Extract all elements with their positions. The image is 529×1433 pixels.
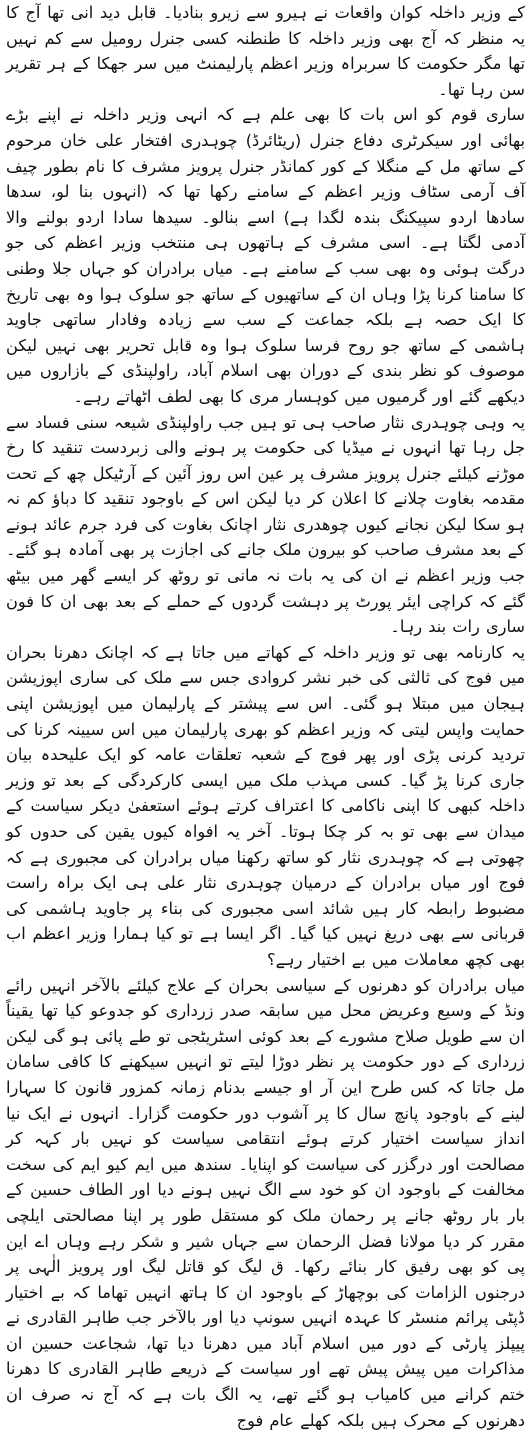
article-paragraph: ساری قوم کو اس بات کا بھی علم ہے کہ انہی وزیر داخلہ نے اپنے بڑے بھائی اور سیکرٹری دفاع جنرل (ریٹائرڈ) چوہدری افتخار علی خان مرحوم کے ساتھ مل کے منگلا کے کور کمانڈر جنرل پرویز مشرف کا نام بطور چیف آف آرمی سٹاف وزیر اعظم کے سامنے رکھا تھا کہ (انہوں بنا لو، سدھا سادھا اردو سپیکنگ بندہ لگدا ہے) اسے بنالو۔ سیدھا سادا اردو بولنے والا آدمی لگتا ہے۔ اسی مشرف کے ہاتھوں ہی منتخب وزیر اعظم کی جو درگت ہوئی وہ بھی سب کے سامنے ہے۔ میاں برادران کو جہاں جلا وطنی کا سامنا کرنا پڑا وہاں ان کے ساتھیوں کے ساتھ جو سلوک ہوا وہ بھی تاریخ کا ایک حصہ ہے بلکہ جماعت کے سب سے زیادہ وفادار ساتھی جاوید ہاشمی کے ساتھ جو روح فرسا سلوک ہوا وہ قابل تحریر بھی نہیں لیکن موصوف کو نظر بندی کے دوران بھی اسلام آباد، راولپنڈی کے بازاروں میں دیکھے گئے اور گرمیوں میں کوہسار مری کا بھی لطف اٹھاتے رہے۔ — [6, 105, 525, 406]
article-paragraph: یہ کارنامہ بھی تو وزیر داخلہ کے کھاتے میں جاتا ہے کہ اچانک دھرنا بحران میں فوج کی ثالثی کی خبر نشر کروادی جس سے ملک کی ساری اپوزیشن ہیجان میں مبتلا ہو گئی۔ اس سے پیشتر کے پارلیمان میں اپوزیشن اپنی حمایت واپس لیتی کہ وزیر اعظم کو بھری پارلیمان میں اس سیینہ کرنا کی تردید کرنی پڑی اور پھر فوج کے شعبہ تعلقات عامہ کو ایک علیحدہ بیان جاری کرنا پڑ گیا۔ کسی مہذب ملک میں ایسی کارکردگی کے بعد تو وزیر داخلہ کبھی کا اپنی ناکامی کا اعتراف کرتے ہوئے استعفیٰ دیکر سیاست کے میدان سے بھی تو بہ کر چکا ہوتا۔ آخر یہ افواہ کیوں یقین کی حدوں کو چھوتی ہے کہ چوہدری نثار کو ساتھ رکھنا میاں برادران کی مجبوری ہے کہ فوج اور میاں برادران کے درمیان چوہدری نثار علی ہی ایک براہ راست مضبوط رابطہ کار ہیں شائد اسی مجبوری کی بناء پر جاوید ہاشمی کی قربانی سے بھی دریغ نہیں کیا گیا۔ اگر ایسا ہے تو کیا ہمارا وزیر اعظم اب بھی کچھ معاملات میں بے اختیار رہے؟ — [6, 642, 525, 969]
article-paragraph: میاں برادران کو دھرنوں کے سیاسی بحران کے علاج کیلئے بالآخر انہیں رائے ونڈ کے وسیع وعریض محل میں سابقہ صدر زرداری کو جدوعو کیا تھا یقیناً ان سے طویل صلاح مشورے کے بعد کوئی اسٹریٹجی تو طے پائی ہو گی لیکن زرداری کے دور حکومت پر نظر دوڑا لیتے تو انہیں سیکھنے کا کافی سامان مل جاتا کہ کس طرح این آر او جیسے بدنام زمانہ کمزور قانون کا سہارا لینے کے باوجود پانچ سال کا پر آشوب دور حکومت گزارا۔ انہوں نے ایک نیا انداز سیاست اختیار کرتے ہوئے انتقامی سیاست کو نہیں بار کہہ کر مصالحت اور درگزر کی سیاست کو اپنایا۔ سندھ میں ایم کیو ایم کی سخت مخالفت کے باوجود ان کو خود سے الگ نہیں ہونے دیا اور الطاف حسین کے بار بار روٹھ جانے پر رحمان ملک کو مستقل طور پر اپنا مصالحتی ایلچی مقرر کر دیا مولانا فضل الرحمان سے جہاں شیر و شکر رہے وہاں اے این پی کو بھی رفیق کار بنائے رکھا۔ ق لیگ کو قاتل لیگ اور پرویز الٰہی پر درجنوں الزامات کی بوچھاڑ کے باوجود ان کا ہاتھ انہیں تھاما کہ بے اختیار ڈپٹی پرائم منسٹر کا عہدہ انہیں سونپ دیا اور بالآخر جب طاہر القادری نے پیپلز پارٹی کے دور میں اسلام آباد میں دھرنا دیا تھا، شجاعت حسین ان مذاکرات میں پیش پیش تھے اور سیاست کے ذریعے طاہر القادری کا دھرنا ختم کرانے میں کامیاب ہو گئے تھے، یہ الگ بات ہے کہ آج نہ صرف ان دھرنوں کے محرک ہیں بلکہ کھلے عام فوج — [6, 975, 525, 1430]
article-paragraph: یہ وہی چوہدری نثار صاحب ہی تو ہیں جب راولپنڈی شیعہ سنی فساد سے جل رہا تھا انہوں نے میڈیا کی حکومت پر ہونے والی زبردست تنقید کا رخ موڑنے کیلئے جنرل پرویز مشرف پر عین اس روز آئین کے آرٹیکل چھ کے تحت مقدمہ بغاوت چلانے کا اعلان کر دیا لیکن اس کے باوجود تنقید کا دباؤ کم نہ ہو سکا لیکن نجانے کیوں چوھدری نثار اچانک بغاوت کی فرد جرم عائد ہونے کے بعد مشرف صاحب کو بیرون ملک جانے کی اجازت پر بھی آمادہ ہو گئے۔ جب وزیر اعظم نے ان کی یہ بات نہ مانی تو روٹھ کر ایسے گھر میں بیٹھ گئے کہ کراچی ایئر پورٹ پر دہشت گردوں کے حملے کے بعد بھی ان کا فون ساری رات بند رہا۔ — [6, 412, 525, 637]
article-paragraph: کے وزیر داخلہ کوان واقعات نے ہیرو سے زیرو بنادیا۔ قابل دید انی تھا آج کا یہ منظر کہ آج بھی وزیر داخلہ کا طنطنہ کسی جنرل رومیل سے کم نہیں تھا مگر حکومت کا سربراہ وزیر اعظم پارلیمنٹ میں سر جھکا کے ہر تقریر سن رہا تھا۔ — [6, 3, 525, 99]
